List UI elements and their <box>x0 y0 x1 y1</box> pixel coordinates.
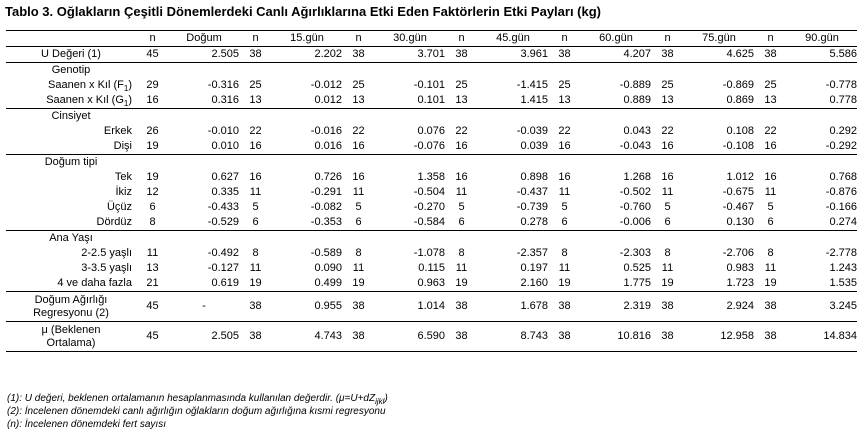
count-cell: 38 <box>352 48 365 60</box>
count-cell: 38 <box>239 322 272 352</box>
row-label: Tek <box>114 171 132 183</box>
table-row <box>6 215 857 231</box>
column-header: n <box>754 31 787 47</box>
column-header: 45.gün <box>478 31 548 47</box>
value-cell: -0.108 <box>722 140 754 152</box>
count-cell: 6 <box>664 216 671 228</box>
count-cell: 8 <box>458 247 465 259</box>
count-cell: 38 <box>558 48 571 60</box>
count-cell: 11 <box>249 186 262 198</box>
value-cell: -2.706 <box>722 247 754 259</box>
value-cell: -0.166 <box>825 201 857 213</box>
value-cell: -2.303 <box>619 247 651 259</box>
value-cell: -0.101 <box>413 79 445 91</box>
count-cell: 16 <box>352 171 365 183</box>
count-cell: 22 <box>764 125 777 137</box>
count-cell: 45 <box>136 322 169 352</box>
count-cell: 45 <box>146 48 159 60</box>
value-cell: 0.278 <box>520 216 548 228</box>
group-heading-row <box>6 231 857 247</box>
table-row <box>6 261 857 276</box>
row-label: Saanen x Kıl $(G_1)$ <box>46 94 132 109</box>
column-header: n <box>548 31 581 47</box>
count-cell: 8 <box>252 247 259 259</box>
value-cell: 10.816 <box>581 322 651 352</box>
column-header: 75.gün <box>684 31 754 47</box>
value-cell: 3.961 <box>520 48 548 60</box>
count-cell: 19 <box>146 171 159 183</box>
footnote-2: (2): İncelenen dönemdeki canlı ağırlığın oğlakların doğum ağırlığına kısmi regresyonu <box>7 406 386 417</box>
value-cell: 0.316 <box>211 94 239 106</box>
value-cell: -0.291 <box>310 186 342 198</box>
column-header: Doğum <box>169 31 239 47</box>
value-cell: 0.292 <box>829 125 857 137</box>
column-header <box>6 31 136 47</box>
value-cell: 0.016 <box>314 140 342 152</box>
table-row <box>6 185 857 200</box>
count-cell: 16 <box>455 140 468 152</box>
value-cell: 0.274 <box>829 216 857 228</box>
value-cell: 1.243 <box>829 262 857 274</box>
count-cell: 38 <box>342 322 375 352</box>
count-cell: 45 <box>136 292 169 322</box>
value-cell: -0.082 <box>310 201 342 213</box>
value-cell: 0.627 <box>211 171 239 183</box>
count-cell: 8 <box>149 216 156 228</box>
count-cell: 38 <box>754 322 787 352</box>
value-cell: -0.012 <box>310 79 342 91</box>
count-cell: 21 <box>146 277 159 289</box>
value-cell: 5.586 <box>829 48 857 60</box>
count-cell: 38 <box>661 48 674 60</box>
value-cell: 4.743 <box>272 322 342 352</box>
value-cell: 0.197 <box>520 262 548 274</box>
count-cell: 6 <box>355 216 362 228</box>
value-cell: 0.043 <box>623 125 651 137</box>
count-cell: 11 <box>558 262 571 274</box>
row-label: μ (Beklenen Ortalama) <box>6 322 136 352</box>
count-cell: 11 <box>352 262 365 274</box>
column-header: 60.gün <box>581 31 651 47</box>
count-cell: 19 <box>558 277 571 289</box>
value-cell: -2.357 <box>516 247 548 259</box>
value-cell: 4.207 <box>623 48 651 60</box>
count-cell: 25 <box>558 79 571 91</box>
count-cell: 16 <box>146 94 159 106</box>
value-cell: 0.768 <box>829 171 857 183</box>
value-cell: 1.358 <box>417 171 445 183</box>
table-row <box>6 78 857 93</box>
count-cell: 22 <box>661 125 674 137</box>
value-cell: 3.701 <box>417 48 445 60</box>
value-cell: 0.101 <box>417 94 445 106</box>
count-cell: 8 <box>767 247 774 259</box>
value-cell: 0.039 <box>520 140 548 152</box>
count-cell: 5 <box>767 201 774 213</box>
count-cell: 5 <box>252 201 259 213</box>
count-cell: 16 <box>249 140 262 152</box>
count-cell: 11 <box>249 262 262 274</box>
value-cell: 0.963 <box>417 277 445 289</box>
count-cell: 19 <box>764 277 777 289</box>
row-label: Üçüz <box>106 201 132 213</box>
count-cell: 19 <box>455 277 468 289</box>
value-cell: 3.245 <box>787 292 857 322</box>
column-header: 90.gün <box>787 31 857 47</box>
count-cell: 13 <box>249 94 262 106</box>
value-cell: 0.869 <box>726 94 754 106</box>
table-row <box>6 139 857 155</box>
count-cell: 19 <box>352 277 365 289</box>
value-cell: 0.335 <box>211 186 239 198</box>
empty-cell <box>136 109 857 125</box>
table-row <box>6 47 857 63</box>
value-cell: 0.726 <box>314 171 342 183</box>
row-label: 3-3.5 yaşlı <box>81 262 132 274</box>
group-heading-row <box>6 109 857 125</box>
count-cell: 26 <box>146 125 159 137</box>
value-cell: 1.678 <box>478 292 548 322</box>
count-cell: 38 <box>249 48 262 60</box>
count-cell: 25 <box>455 79 468 91</box>
value-cell: 6.590 <box>375 322 445 352</box>
value-cell: -0.353 <box>310 216 342 228</box>
count-cell: 8 <box>561 247 568 259</box>
count-cell: 16 <box>352 140 365 152</box>
value-cell: 1.014 <box>375 292 445 322</box>
table-row <box>6 276 857 292</box>
value-cell: -0.076 <box>413 140 445 152</box>
count-cell: 25 <box>661 79 674 91</box>
count-cell: 8 <box>664 247 671 259</box>
count-cell: 22 <box>352 125 365 137</box>
value-cell: 0.778 <box>829 94 857 106</box>
count-cell: 19 <box>249 277 262 289</box>
row-label: Doğum tipi <box>6 155 136 171</box>
value-cell: -1.078 <box>413 247 445 259</box>
value-cell: 0.076 <box>417 125 445 137</box>
row-label: İkiz <box>115 186 132 198</box>
value-cell: -0.584 <box>413 216 445 228</box>
column-header: 30.gün <box>375 31 445 47</box>
count-cell: 5 <box>561 201 568 213</box>
count-cell: 5 <box>458 201 465 213</box>
value-cell: -0.467 <box>722 201 754 213</box>
count-cell: 38 <box>445 322 478 352</box>
value-cell: 0.130 <box>726 216 754 228</box>
count-cell: 16 <box>455 171 468 183</box>
value-cell: -0.589 <box>310 247 342 259</box>
count-cell: 6 <box>767 216 774 228</box>
empty-cell <box>136 155 857 171</box>
count-cell: 6 <box>149 201 156 213</box>
value-cell: 1.012 <box>726 171 754 183</box>
count-cell: 12 <box>146 186 159 198</box>
value-cell: -0.006 <box>619 216 651 228</box>
table-row <box>6 292 857 322</box>
table-row <box>6 200 857 215</box>
value-cell: 0.525 <box>623 262 651 274</box>
footnotes <box>7 392 388 431</box>
count-cell: 13 <box>661 94 674 106</box>
value-cell: -0.739 <box>516 201 548 213</box>
value-cell: -0.876 <box>825 186 857 198</box>
count-cell: 38 <box>239 292 272 322</box>
count-cell: 11 <box>764 186 777 198</box>
table-row <box>6 170 857 185</box>
count-cell: 5 <box>664 201 671 213</box>
footnote-3: (n): İncelenen dönemdeki fert sayısı <box>7 419 166 430</box>
value-cell: 2.505 <box>211 48 239 60</box>
count-cell: 19 <box>661 277 674 289</box>
count-cell: 8 <box>355 247 362 259</box>
count-cell: 38 <box>651 292 684 322</box>
value-cell: -0.292 <box>825 140 857 152</box>
count-cell: 25 <box>352 79 365 91</box>
value-cell: 4.625 <box>726 48 754 60</box>
row-label: 2-2.5 yaşlı <box>81 247 132 259</box>
value-cell: -0.502 <box>619 186 651 198</box>
table-row <box>6 124 857 139</box>
group-heading-row <box>6 63 857 79</box>
footnote-1: (1): U değeri, beklenen ortalamanın hesaplanmasında kullanılan değerdir. $(\mu=U+dZ_{ijkl})$ <box>7 393 388 406</box>
empty-cell <box>136 63 857 79</box>
value-cell: 1.535 <box>829 277 857 289</box>
count-cell: 16 <box>558 140 571 152</box>
value-cell: -0.675 <box>722 186 754 198</box>
count-cell: 6 <box>458 216 465 228</box>
value-cell: -0.039 <box>516 125 548 137</box>
value-cell: -0.869 <box>722 79 754 91</box>
value-cell: 8.743 <box>478 322 548 352</box>
count-cell: 38 <box>445 292 478 322</box>
count-cell: 29 <box>146 79 159 91</box>
count-cell: 16 <box>764 140 777 152</box>
table-row <box>6 93 857 109</box>
value-cell: 0.108 <box>726 125 754 137</box>
count-cell: 22 <box>455 125 468 137</box>
data-table <box>6 30 857 352</box>
count-cell: 5 <box>355 201 362 213</box>
row-label: Erkek <box>103 125 132 137</box>
value-cell: 0.898 <box>520 171 548 183</box>
count-cell: 38 <box>764 48 777 60</box>
count-cell: 38 <box>548 292 581 322</box>
value-cell: 1.775 <box>623 277 651 289</box>
count-cell: 22 <box>558 125 571 137</box>
count-cell: 38 <box>342 292 375 322</box>
row-label: U Değeri (1) <box>41 48 101 60</box>
count-cell: 11 <box>455 186 468 198</box>
value-cell: 2.319 <box>581 292 651 322</box>
value-cell: -0.316 <box>207 79 239 91</box>
value-cell: 14.834 <box>787 322 857 352</box>
row-label: Doğum Ağırlığı Regresyonu (2) <box>6 292 136 322</box>
row-label: Dördüz <box>96 216 132 228</box>
count-cell: 13 <box>455 94 468 106</box>
count-cell: 13 <box>146 262 159 274</box>
value-cell: -0.437 <box>516 186 548 198</box>
group-heading-row <box>6 155 857 171</box>
count-cell: 13 <box>352 94 365 106</box>
value-cell: 0.889 <box>623 94 651 106</box>
count-cell: 11 <box>146 247 159 259</box>
count-cell: 22 <box>249 125 262 137</box>
count-cell: 16 <box>764 171 777 183</box>
count-cell: 38 <box>548 322 581 352</box>
count-cell: 11 <box>455 262 468 274</box>
value-cell: 1.723 <box>726 277 754 289</box>
count-cell: 38 <box>754 292 787 322</box>
count-cell: 16 <box>558 171 571 183</box>
column-header: n <box>136 31 169 47</box>
row-label: Dişi <box>113 140 132 152</box>
value-cell: 0.499 <box>314 277 342 289</box>
count-cell: 11 <box>764 262 777 274</box>
value-cell: 2.202 <box>314 48 342 60</box>
count-cell: 6 <box>252 216 259 228</box>
value-cell: -0.433 <box>207 201 239 213</box>
column-header: 15.gün <box>272 31 342 47</box>
value-cell: 1.415 <box>520 94 548 106</box>
count-cell: 6 <box>561 216 568 228</box>
value-cell: -2.778 <box>825 247 857 259</box>
value-cell: 2.924 <box>684 292 754 322</box>
value-cell: 2.160 <box>520 277 548 289</box>
value-cell: -0.492 <box>207 247 239 259</box>
count-cell: 25 <box>764 79 777 91</box>
count-cell: 11 <box>661 262 674 274</box>
count-cell: 11 <box>352 186 365 198</box>
row-label: Cinsiyet <box>6 109 136 125</box>
row-label: Saanen x Kıl $(F_1)$ <box>48 79 132 94</box>
count-cell: 38 <box>651 322 684 352</box>
column-header: n <box>651 31 684 47</box>
value-cell: -0.010 <box>207 125 239 137</box>
count-cell: 16 <box>661 171 674 183</box>
count-cell: 16 <box>249 171 262 183</box>
header-row <box>6 31 857 47</box>
value-cell: 0.115 <box>418 262 445 274</box>
row-label: 4 ve daha fazla <box>57 277 132 289</box>
value-cell: -0.127 <box>207 262 239 274</box>
value-cell: 0.010 <box>211 140 239 152</box>
count-cell: 13 <box>764 94 777 106</box>
value-cell: 1.268 <box>623 171 651 183</box>
value-cell: -0.889 <box>619 79 651 91</box>
column-header: n <box>239 31 272 47</box>
count-cell: 11 <box>661 186 674 198</box>
value-cell: 0.090 <box>314 262 342 274</box>
value-cell: -0.504 <box>413 186 445 198</box>
value-cell: 2.505 <box>169 322 239 352</box>
count-cell: 13 <box>558 94 571 106</box>
column-header: n <box>342 31 375 47</box>
count-cell: 25 <box>249 79 262 91</box>
count-cell: 11 <box>558 186 571 198</box>
value-cell: -0.529 <box>207 216 239 228</box>
count-cell: 38 <box>455 48 468 60</box>
value-cell: 0.955 <box>272 292 342 322</box>
row-label: Genotip <box>6 63 136 79</box>
column-header: n <box>445 31 478 47</box>
value-cell: -1.415 <box>516 79 548 91</box>
table-row <box>6 246 857 261</box>
value-cell: -0.043 <box>619 140 651 152</box>
value-cell: -0.016 <box>310 125 342 137</box>
value-cell: -0.270 <box>413 201 445 213</box>
value-cell: -0.760 <box>619 201 651 213</box>
row-label: Ana Yaşı <box>6 231 136 247</box>
table-row <box>6 322 857 352</box>
table-title: Tablo 3. Oğlakların Çeşitli Dönemlerdeki Canlı Ağırlıklarına Etki Eden Faktörlerin Etki Payları (kg) <box>5 4 602 19</box>
value-cell: 0.619 <box>211 277 239 289</box>
value-cell: - <box>169 292 239 322</box>
value-cell: -0.778 <box>825 79 857 91</box>
value-cell: 12.958 <box>684 322 754 352</box>
value-cell: 0.983 <box>726 262 754 274</box>
count-cell: 19 <box>146 140 159 152</box>
empty-cell <box>136 231 857 247</box>
value-cell: 0.012 <box>314 94 342 106</box>
count-cell: 16 <box>661 140 674 152</box>
